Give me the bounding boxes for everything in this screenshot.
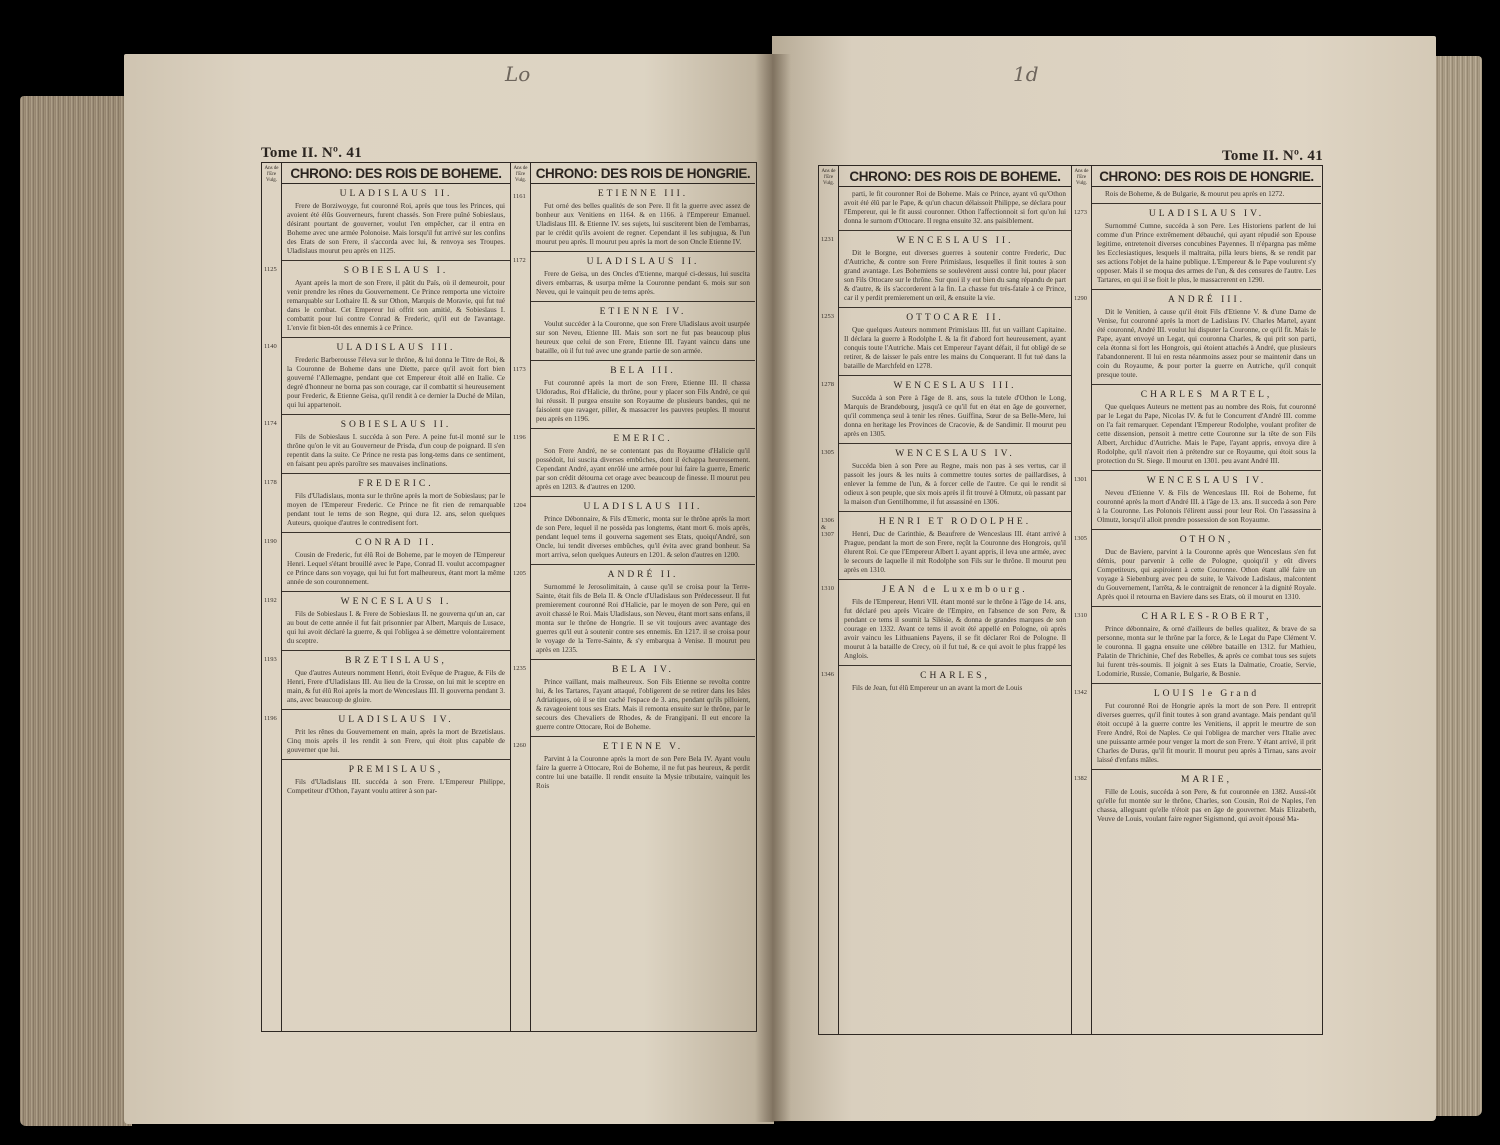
page-edges-right (1434, 56, 1482, 1116)
entry-divider (1092, 683, 1321, 684)
entry-divider (839, 579, 1071, 580)
reign-entry (536, 251, 750, 297)
reign-text: Prit les rênes du Gouvernement en main, après la mort de Brzetislaus. Cinq mois après il les rendit à son Frere, qui étoit plus capable de gouverner que lui. (287, 728, 505, 754)
entry-divider (1092, 289, 1321, 290)
ruler-name: ULADISLAUS IV. (338, 715, 454, 725)
entry-divider (531, 496, 755, 497)
entry-divider (839, 665, 1071, 666)
ruler-name: HENRI ET RODOLPHE. (878, 517, 1032, 527)
reign-entry (536, 659, 750, 732)
chronology-frame (261, 162, 757, 1032)
reign-year: 1305 (821, 449, 834, 456)
reign-entry (1097, 190, 1316, 199)
year-gutter-label: Ans de l'Ere Vulg. (1074, 169, 1089, 186)
ruler-name: CHARLES, (920, 671, 990, 681)
ruler-name: SOBIESLAUS I. (343, 266, 449, 276)
reign-text: Dit le Venitien, à cause qu'il étoit Fils d'Etienne V. & d'une Dame de Venise, fut couronné après la mort de Ladislaus IV. Charles Martel, ayant été couronné, André III. voulut lui disputer la Couronne, ce qu'il fit. Mais le Pape, ayant envoyé un Legat, qui couronna Charles, & qui prit son parti, cela étonna si fort les Hongrois, qui étoient attachés à André, que plusieurs l'abandonnerent. Il lui en resta néanmoins assez pour se maintenir dans un coin du Royaume, & pour porter la guerre en Autriche, qu'il conquit presque toute. (1097, 308, 1316, 379)
reign-text: Fils d'Uladislaus, monta sur le thrône après la mort de Sobieslaus; par le moyen de l'Empereur Frederic. Ce Prince ne fit rien de remarquable pendant tout le tems de son Regne, qui dura 12. ans, selon quelques Auteurs, quoique d'autres le contredisent fort. (287, 492, 505, 527)
ruler-name: WENCESLAUS IV. (895, 449, 1015, 459)
reign-entry (1097, 683, 1316, 765)
entry-divider (839, 375, 1071, 376)
reign-entry (844, 511, 1066, 575)
reign-text: Succéda à son Pere à l'âge de 8. ans, sous la tutele d'Othon le Long, Marquis de Brandebourg, jusqu'à ce qu'il fut en état en âge de gouverner, qu'il commença seul à tenir les rênes. Guiffina, Sœur de sa Belle-Mere, lui donna en heritage les Provinces de Cracovie, & de Sandimir. Il mourut peu après en 1305. (844, 394, 1066, 438)
reign-year: 1204 (513, 502, 526, 509)
reign-year: 1193 (264, 656, 277, 663)
year-gutter (262, 163, 282, 1031)
left-chronology-sheet (261, 145, 757, 1040)
reign-year: 1310 (1074, 612, 1087, 619)
reign-entry (844, 307, 1066, 371)
ruler-name: EMERIC. (613, 434, 673, 444)
reign-text: Surnommé le Jerosolimitain, à cause qu'il se croisa pour la Terre-Sainte, était fils de Bela II. & Oncle d'Uladislaus son Prédecesseur. Il fut premierement couronné Roi d'Halicie, par le moyen de son Pere, qui en avoit chassé le Roi. Mais Uladislaus, son Neveu, étant mort sans enfans, il monta sur le thrône de Hongrie. Il se vit toujours avec avantage des guerres qu'il eut à soutenir contre ses ennemis. En 1217. il se croisa pour le voyage de la Terre-Sainte, & s'y embarqua à Venise. Il mourut peu après en 1235. (536, 583, 750, 654)
reign-year: 1174 (264, 420, 277, 427)
entry-divider (839, 511, 1071, 512)
reign-entry (844, 230, 1066, 303)
reign-text: Frere de Borziwoyge, fut couronné Roi, après que tous les Princes, qui avoient été élûs Gouverneurs, furent chassés. Son Frere puîné Sobieslaus, désirant pourtant de gouverner, voulut l'en empêcher, car il entra en Boheme avec une armée Polonoise. Mais lorsqu'il fut arrivé sur les confins des Etats de son Frere, il s'accorda avec lui, & renvoya ses Troupes. Uladislaus mourut peu après en 1125. (287, 202, 505, 255)
reign-text: Frederic Barberousse l'éleva sur le thrône, & lui donna le Titre de Roi, & la Couronne de Boheme dans une Diette, parce qu'il avoit fort bien gouverné l'Allemagne, pendant que cet Empereur étoit allé en Italie. Ce degré d'honneur ne borna pas son courage, car il combattit si heureusement pour Frederic, & Etienne Geisa, qu'il rendit à ce dernier la Duché de Milan, qui lui appartenoit. (287, 356, 505, 409)
ruler-name: CONRAD II. (355, 538, 437, 548)
reign-entry (536, 564, 750, 655)
entry-divider (282, 759, 510, 760)
chronology-frame (818, 165, 1323, 1035)
reign-entry (844, 443, 1066, 507)
ruler-name: ULADISLAUS II. (339, 189, 453, 199)
tome-label: Tome II. Nº. 41 (1222, 148, 1323, 164)
reign-year: 1260 (513, 742, 526, 749)
reign-text: Que quelques Auteurs nomment Primislaus III. fut un vaillant Capitaine. Il déclara la guerre à Rodolphe I. & la fit d'abord fort heureusement, ayant conquis toute l'Autriche. Mais cet Empereur l'ayant défait, il fut obligé de se retirer, & de laisser le païs entre les mains du Conquerant. Il fut tué dans la bataille de Marchfeld en 1278. (844, 326, 1066, 370)
entry-divider (282, 650, 510, 651)
reign-text: Fut orné des belles qualités de son Pere. Il fit la guerre avec assez de bonheur aux Venitiens en 1164. & en 1166. à l'Empereur Emanuel. Uladislaus III. & Etienne IV. ses sujets, lui susciterent bien de l'embarras, par le crédit qu'ils avoient de regner. Cependant il les subjugua, & l'un mourut peu après. Il mourut peu après la mort de son Oncle Etienne IV. (536, 202, 750, 246)
entry-divider (531, 301, 755, 302)
entry-divider (1092, 203, 1321, 204)
reign-entry (287, 414, 505, 469)
reign-text: Dit le Borgne, eut diverses guerres à soutenir contre Frederic, Duc d'Autriche, & contre son Frere Primislaus, lesquelles il finit toutes à son grand avantage. Les Bohemiens se soulevèrent aussi contre lui, pour placer son Fils Ottocare sur le thrône. Sur quoi il y eut bien du sang répandu de part & d'autre, & ils s'accorderent à la fin. La chasse fut très-fatale à ce Prince, car il y perdit premierement un œil, & ensuite la vie. (844, 249, 1066, 302)
reign-year: 1190 (264, 538, 277, 545)
entry-divider (1092, 606, 1321, 607)
reign-text: Son Frere André, ne se contentant pas du Royaume d'Halicie qu'il possédoit, lui suscita diverses embûches, dont il échappa heureusement. Cependant André, ayant enrôlé une armée pour lui faire la guerre, Emeric par son crédit détourna cet orage avec beaucoup de finesse. Il mourut peu après en 1203. & d'autres en 1200. (536, 447, 750, 491)
reign-text: Prince Débonnaire, & Fils d'Emeric, monta sur le thrône après la mort de son Pere, lequel il ne possèda pas longtems, étant mort 6. mois après, pendant lequel tems il gouverna sagement ses Etats, quoiqu'André, son Oncle, lui tendit diverses embûches, qu'il évita avec grand bonheur. Sa mort arriva, selon quelques Auteurs en 1201. & selon d'autres en 1200. (536, 515, 750, 559)
year-gutter (511, 163, 531, 1031)
entry-divider (531, 564, 755, 565)
reign-text: Henri, Duc de Carinthie, & Beaufrere de Wenceslaus III. étant arrivé à Prague, pendant la mort de son Frere, reçût la Couronne des Hongrois, qu'il élurent Roi. Ce que l'Empereur Albert I. ayant appris, il leva une armée, avec le secours de laquelle il mit Rodolphe son Fils sur le thrône. Il mourut peu après en 1310. (844, 530, 1066, 574)
column-title: CHRONO: DES ROIS DE HONGRIE. (1092, 166, 1321, 187)
reign-year: 1178 (264, 479, 277, 486)
entry-divider (531, 428, 755, 429)
reign-text: Duc de Baviere, parvint à la Couronne après que Wenceslaus s'en fut démis, pour parvenir à celle de Pologne, quoiqu'il y eût divers Competiteurs, qui aspiroient à cette Couronne. Othon étant allé faire un voyage à Siebenburg avec peu de suite, le Vaivode Ladislaus, malcontent du Gouvernement, l'arrêta, & le contraignit de renoncer à la dignité Royale. Après quoi il retourna en Baviere dans ses Etats, où il mourut en 1310. (1097, 548, 1316, 601)
reign-entry (536, 496, 750, 560)
entry-divider (531, 251, 755, 252)
reign-year: 1301 (1074, 476, 1087, 483)
reign-entry (536, 187, 750, 247)
entry-divider (531, 360, 755, 361)
reign-year: 1140 (264, 343, 277, 350)
column-body (1092, 166, 1321, 1034)
reign-entry (1097, 203, 1316, 285)
ruler-name: ULADISLAUS IV. (1148, 209, 1265, 219)
ruler-name: ETIENNE V. (602, 742, 684, 752)
entry-divider (282, 414, 510, 415)
reign-text: Cousin de Frederic, fut élû Roi de Boheme, par le moyen de l'Empereur Henri. Lequel s'étant brouillé avec le Pape, Conrad II. voulut accompagner ce Prince dans son voyage, qui lui fut fort malheureux, étant mort la même année de son couronnement. (287, 551, 505, 586)
reign-entry (287, 187, 505, 256)
reign-year: 1172 (513, 257, 526, 264)
book-gutter (755, 54, 791, 1122)
reign-entry (536, 428, 750, 492)
reign-year: 1196 (513, 434, 526, 441)
reign-text: Fils de Sobieslaus I. succéda à son Pere. A peine fut-il monté sur le thrône qu'on le vit au Gouverneur de Prisda, d'un coup de poignard. Il s'en repentit dans la suite. Ce Prince ne resta pas long-tems dans ce sentiment, en faisant peu après paroître ses mauvaises inclinations. (287, 433, 505, 468)
tome-label: Tome II. Nº. 41 (261, 145, 362, 161)
column-body (282, 163, 510, 1031)
pencil-note-left: Lo (505, 62, 531, 86)
column-body (839, 166, 1071, 1034)
reign-text: Fils de Jean, fut élû Empereur un an avant la mort de Louis (852, 684, 1023, 692)
entry-divider (282, 473, 510, 474)
entry-divider (1092, 470, 1321, 471)
reign-entry (1097, 470, 1316, 525)
entry-divider (282, 260, 510, 261)
reign-year: 1235 (513, 665, 526, 672)
entry-divider (282, 591, 510, 592)
reign-text: Que quelques Auteurs ne mettent pas au nombre des Rois, fut couronné par le Legat du Pape, Nicolas IV. & fut le Concurrent d'André III. comme on l'a fait remarquer. Cependant l'Empereur Rodolphe, voulant profiter de cette dissension, pensoit à mettre cette Couronne sur la tête de son Fils Albert, Archiduc d'Autriche. Mais le Pape, l'ayant appris, envoya dire à Rodolphe, qu'il n'avoit rien à prétendre sur ce Royaume, qui étoit sous la protection du St. Siege. Il mourut en 1301. peu avant André III. (1097, 403, 1316, 465)
column-title: CHRONO: DES ROIS DE HONGRIE. (531, 163, 755, 184)
reign-text: Fils de l'Empereur, Henri VII. étant monté sur le thrône à l'âge de 14. ans, fut déclaré peu après Vicaire de l'Empire, en l'absence de son Pere, & pendant ce tems il soumit la Silésie, & donna de grandes marques de son courage en 1332. Avant ce tems il avoit été appellé en Pologne, où après avoir vaincu les Lithuaniens Payens, il se fit déclarer Roi de Pologne. Il mourut à la bataille de Crecy, où il fut tué, & ce qui avoit le plus frappé les Anglois. (844, 598, 1066, 660)
reign-entry (287, 260, 505, 333)
reign-entry (287, 709, 505, 755)
reign-entry (536, 736, 750, 791)
column-body (531, 163, 755, 1031)
reign-year: 1192 (264, 597, 277, 604)
reign-text: Prince vaillant, mais malheureux. Son Fils Etienne se revolta contre lui, & les Tartares, l'ayant attaqué, l'obligerent de se retirer dans les Isles Adriatiques, où il se tint caché l'espace de 3. ans, pendant qu'ils pilloient, & ravageoient tous ses Etats. Mais il remonta ensuite sur le thrône, par le secours des Chevaliers de Rhodes, & de Frangipani. Il eut encore la guerre contre Ottocare, Roi de Boheme. (536, 678, 750, 731)
reign-text: Que d'autres Auteurs nomment Henri, étoit Evêque de Prague, & Fils de Henri, Frere d'Uladislaus III. Au lieu de la Crosse, on lui mit le sceptre en main, & fut élû Roi après la mort de Wenceslaus III. Il gouverna pendant 3. ans, avec beaucoup de gloire. (287, 669, 505, 704)
reign-year: 1310 (821, 585, 834, 592)
reign-text: Ayant après la mort de son Frere, il pâtit du Païs, où il demeuroit, pour venir prendre les rênes du Gouvernement. Ce Prince remporta une victoire remarquable sur Lothaire II. & sur Othon, Marquis de Moravie, qui fut tué dans le combat. Cet Empereur lui offrit son amitié, & Sobieslaus I. combattit pour lui contre Conrad & Frederic, qu'il eut de l'avantage. L'envie fit bien-tôt des ennemis à ce Prince. (287, 279, 505, 332)
reign-text: Frere de Geisa, un des Oncles d'Etienne, marqué ci-dessus, lui suscita divers embarras, & usurpa même la Couronne pendant 6. mois sur son Neveu, qui le vainquit peu de tems après. (536, 270, 750, 296)
entry-divider (1092, 529, 1321, 530)
ruler-name: WENCESLAUS IV. (1146, 476, 1267, 486)
reign-text: Rois de Boheme, & de Bulgarie, & mourut peu après en 1272. (1105, 190, 1285, 198)
reign-entry (287, 650, 505, 705)
reign-year: 1346 (821, 671, 834, 678)
reign-text: Fils de Sobieslaus I. & Frere de Sobieslaus II. ne gouverna qu'un an, car au bout de cette année il fut fait prisonnier par Albert, Marquis de Lusace, qui lui avoit déclaré la guerre, & qui l'obligea à se démettre volontairement du sceptre. (287, 610, 505, 645)
year-gutter (819, 166, 839, 1034)
ruler-name: ETIENNE III. (597, 189, 689, 199)
reign-year: 1253 (821, 313, 834, 320)
column-hongrie (510, 163, 755, 1031)
ruler-name: BRZETISLAUS, (345, 656, 447, 666)
ruler-name: ULADISLAUS II. (586, 257, 700, 267)
reign-entry (1097, 769, 1316, 824)
entry-divider (282, 337, 510, 338)
ruler-name: JEAN de Luxembourg. (882, 585, 1028, 595)
ruler-name: ETIENNE IV. (599, 307, 687, 317)
reign-entry (287, 591, 505, 646)
reign-text: Surnommé Cumne, succéda à son Pere. Les Historiens parlent de lui comme d'un Prince extrêmement débauché, qui ayant répudié son Epouse legitime, entretenoit diverses concubines Payennes. Il n'épargna pas même les Ecclesiastiques, lesquels il maltraita, pilla leurs biens, & se rendit par ses actions l'objet de la haine publique. L'Empereur & le Pape voulurent s'y opposer. Mais il se moqua des armes de l'un, & des censures de l'autre. Les Tartares, en qui il se fioit le plus, le massacrerent en 1290. (1097, 222, 1316, 284)
reign-entry (844, 375, 1066, 439)
reign-year: 1306 & 1307 (821, 517, 834, 538)
ruler-name: BELA III. (610, 366, 676, 376)
reign-entry (287, 337, 505, 410)
reign-year: 1342 (1074, 689, 1087, 696)
ruler-name: WENCESLAUS III. (893, 381, 1017, 391)
reign-text: parti, le fit couronner Roi de Boheme. Mais ce Prince, ayant vû qu'Othon avoit été élû par le Pape, & qu'un chacun délaissoit Philippe, se déclara pour l'Empereur, qui le fit aussi couronner. Othon l'affectionnoit si fort qu'on lui donna le surnom d'Ottocare. Il regna ensuite 32. ans paisiblement. (844, 190, 1066, 225)
ruler-name: WENCESLAUS II. (896, 236, 1014, 246)
column-title: CHRONO: DES ROIS DE BOHEME. (282, 163, 510, 184)
reign-year: 1173 (513, 366, 526, 373)
reign-entry (844, 190, 1066, 226)
ruler-name: FREDERIC. (358, 479, 434, 489)
reign-text: Voulut succéder à la Couronne, que son Frere Uladislaus avoit usurpée sur son Neveu, Etienne III. Mais son sort ne fut pas beaucoup plus heureux que celui de son Frere, Etienne III. l'ayant vaincu dans une bataille, où il fut tué avec une grande partie de son armée. (536, 320, 750, 355)
reign-year: 1205 (513, 570, 526, 577)
reign-text: Neveu d'Etienne V. & Fils de Wenceslaus III. Roi de Boheme, fut couronné après la mort d'André III. à l'âge de 13. ans. Il succeda à son Pere à la Couronne. Les Polonois l'élirent aussi pour leur Roi. On l'assassina à Olmutz, lorsqu'il alloit prendre possession de son Royaume. (1097, 489, 1316, 524)
ruler-name: ULADISLAUS III. (583, 502, 703, 512)
year-gutter-label: Ans de l'Ere Vulg. (264, 166, 279, 183)
ruler-name: MARIE, (1181, 775, 1232, 785)
reign-entry (536, 360, 750, 424)
pencil-note-right: 1d (1013, 62, 1039, 86)
ruler-name: CHARLES MARTEL, (1140, 390, 1273, 400)
reign-entry (536, 301, 750, 356)
reign-entry (1097, 384, 1316, 466)
reign-entry (1097, 289, 1316, 380)
entry-divider (531, 659, 755, 660)
column-hongrie (1071, 166, 1321, 1034)
reign-year: 1305 (1074, 535, 1087, 542)
ruler-name: SOBIESLAUS II. (340, 420, 452, 430)
entry-divider (282, 709, 510, 710)
reign-text: Succéda bien à son Pere au Regne, mais non pas à ses vertus, car il passoit les jours & les nuits à commettre toutes sortes de paillardises, à enlever la femme de l'un, & à forcer celle de l'autre. Ce qui le rendit si odieux à son peuple, que six mois après il fit trouvé à Olmutz, où passant par la maison d'un Gentilhomme, il fut assassiné en 1306. (844, 462, 1066, 506)
entry-divider (1092, 769, 1321, 770)
ruler-name: OTHON, (1179, 535, 1234, 545)
reign-year: 1196 (264, 715, 277, 722)
reign-entry (844, 579, 1066, 661)
reign-entry (287, 759, 505, 796)
entry-divider (282, 532, 510, 533)
reign-text: Fille de Louis, succéda à son Pere, & fut couronnée en 1382. Aussi-tôt qu'elle fut montée sur le thrône, Charles, son Cousin, Roi de Naples, l'en chassa, alleguant qu'elle n'étoit pas en âge de gouverner. Mais Elizabeth, Veuve de Louis, voulant faire regner Sigismond, qui avoit épousé Ma- (1097, 788, 1316, 823)
reign-year: 1382 (1074, 775, 1087, 782)
ruler-name: ANDRÉ III. (1168, 295, 1245, 305)
reign-entry (1097, 606, 1316, 679)
column-title: CHRONO: DES ROIS DE BOHEME. (839, 166, 1071, 187)
page-edges-left (20, 96, 132, 1126)
ruler-name: ANDRÉ II. (607, 570, 679, 580)
entry-divider (1092, 384, 1321, 385)
year-gutter-label: Ans de l'Ere Vulg. (821, 169, 836, 186)
ruler-name: ULADISLAUS III. (336, 343, 456, 353)
reign-year: 1273 (1074, 209, 1087, 216)
column-boheme (819, 166, 1071, 1034)
reign-year: 1290 (1074, 295, 1087, 302)
reign-entry (1097, 529, 1316, 602)
reign-text: Fut couronné après la mort de son Frere, Etienne III. Il chassa Uldoradus, Roi d'Halicie, du thrône, pour y placer son Fils André, ce qui lui réussit. Il purgea ensuite son Royaume de plusieurs bandes, qui ne faisoient que ravager, piller, & massacrer les pauvres peuples. Il mourut peu après en 1196. (536, 379, 750, 423)
ruler-name: LOUIS le Grand (1153, 689, 1260, 699)
year-gutter (1072, 166, 1092, 1034)
reign-entry (287, 532, 505, 587)
reign-year: 1231 (821, 236, 834, 243)
entry-divider (839, 307, 1071, 308)
reign-entry (844, 665, 1066, 693)
reign-year: 1278 (821, 381, 834, 388)
ruler-name: BELA IV. (612, 665, 674, 675)
reign-text: Prince débonnaire, & orné d'ailleurs de belles qualitez, & brave de sa personne, monta sur le thrône par la force, & le Legat du Pape Clément V. le couronna. Il gagna ensuite une célèbre bataille en 1312. fur Mathieu, Palatin de Thrichinie, Chef des Rebelles, & après ce combat tous ses sujets lui furent très-soumis. Il joignit à ses Etats la Dalmatie, Croatie, Servie, Lodomirie, Russie, Comanie, Bulgarie, & Bosnie. (1097, 625, 1316, 678)
reign-text: Fut couronné Roi de Hongrie après la mort de son Pere. Il entreprit diverses guerres, qu'il finit toutes à son grand avantage. Mais pendant qu'il étoit occupé à la guerre contre les Venitiens, il apprit le meurtre de son Frere André, Roi de Naples. Ce qui l'obligea de marcher vers l'Italie avec une puissante armée pour venger la mort de son Frere. Y étant arrivé, il prit Charles de Duras, qu'il fit mourir. Il mourut peu après à Tirnau, sans avoir laissé d'enfans mâles. (1097, 702, 1316, 764)
entry-divider (839, 230, 1071, 231)
reign-text: Parvint à la Couronne après la mort de son Pere Bela IV. Ayant voulu faire la guerre à Ottocare, Roi de Boheme, il ne fut pas heureux, & perdit contre lui une bataille. Il rendit ensuite la Mysie tributaire, vainquit les Rois (536, 755, 750, 790)
ruler-name: OTTOCARE II. (906, 313, 1004, 323)
ruler-name: CHARLES-ROBERT, (1141, 612, 1272, 622)
ruler-name: WENCESLAUS I. (340, 597, 452, 607)
reign-text: Fils d'Uladislaus III. succéda à son Frere. L'Empereur Philippe, Competiteur d'Othon, l'ayant voulu attirer à son par- (287, 778, 505, 795)
column-boheme (262, 163, 510, 1031)
reign-year: 1161 (513, 193, 526, 200)
reign-entry (287, 473, 505, 528)
entry-divider (839, 443, 1071, 444)
reign-year: 1125 (264, 266, 277, 273)
year-gutter-label: Ans de l'Ere Vulg. (513, 166, 528, 183)
entry-divider (531, 736, 755, 737)
ruler-name: PREMISLAUS, (348, 765, 444, 775)
right-chronology-sheet (818, 148, 1323, 1043)
